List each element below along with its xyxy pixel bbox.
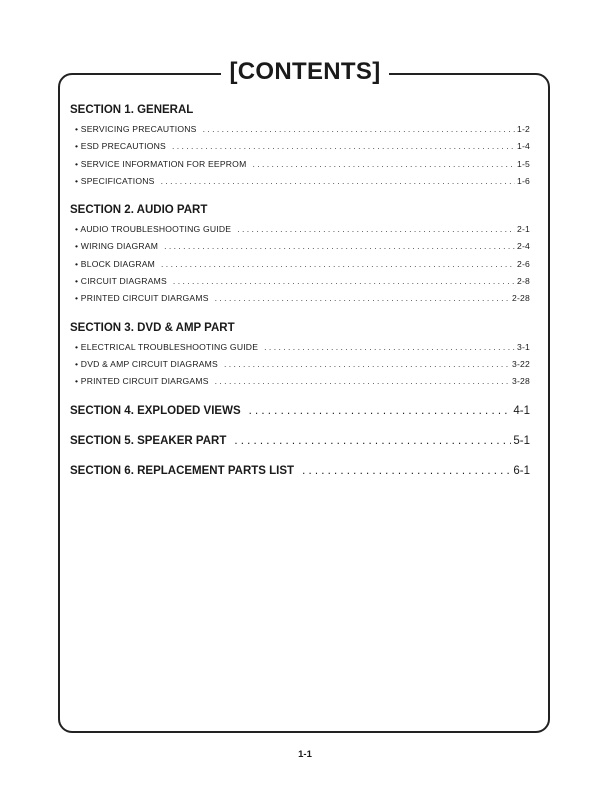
section-replacement-parts-list[interactable] [70,463,530,479]
dot-leader [161,256,515,273]
toc-entry-label: • PRINTED CIRCUIT DIARGAMS [75,293,209,304]
dot-leader [264,339,515,356]
toc-entry-page: 2-8 [516,276,530,287]
toc-entry[interactable] [70,356,530,373]
section-label: SECTION 5. SPEAKER PART [70,434,227,447]
toc-entry[interactable] [70,173,530,190]
toc-entry-page: 1-6 [516,175,530,186]
dot-leader [203,121,515,138]
toc-entry-page: 3-22 [511,358,530,369]
toc-entry-label: • ELECTRICAL TROUBLESHOOTING GUIDE [75,341,259,352]
dot-leader [164,238,515,255]
dot-leader [215,373,510,390]
dot-leader [249,403,512,419]
toc-entry-label: • BLOCK DIAGRAM [75,258,156,269]
section-page: 5-1 [513,434,530,447]
section-label: SECTION 6. REPLACEMENT PARTS LIST [70,464,295,477]
section-page: 6-1 [513,464,530,477]
section-heading: SECTION 1. GENERAL [70,104,194,116]
dot-leader [237,221,515,238]
toc-entry[interactable] [70,156,530,173]
contents-list [70,102,530,493]
toc-entry-label: • CIRCUIT DIAGRAMS [75,276,167,287]
toc-entry-page: 1-4 [516,141,530,152]
toc-entry-label: • SERVICE INFORMATION FOR EEPROM [75,158,247,169]
toc-entry-page: 1-5 [516,158,530,169]
section-speaker-part[interactable] [70,433,530,449]
section-heading: SECTION 2. AUDIO PART [70,204,208,217]
toc-entry[interactable] [70,138,530,155]
toc-entry[interactable] [70,290,530,307]
dot-leader [215,290,510,307]
toc-entry-label: • DVD & AMP CIRCUIT DIAGRAMS [75,358,218,369]
toc-entry-label: • PRINTED CIRCUIT DIARGAMS [75,376,209,387]
dot-leader [173,273,515,290]
dot-leader [302,463,511,479]
title-wrap [0,58,610,86]
toc-entry[interactable] [70,256,530,273]
dot-leader [172,138,515,155]
toc-entry-label: • ESD PRECAUTIONS [75,141,166,152]
section-exploded-views[interactable] [70,403,530,419]
toc-entry-page: 2-6 [516,258,530,269]
dot-leader [161,173,515,190]
toc-entry-page: 3-1 [516,341,530,352]
toc-entry[interactable] [70,273,530,290]
dot-leader [224,356,510,373]
section-page: 4-1 [513,404,530,417]
page-title: [CONTENTS] [221,58,390,86]
toc-entry-label: • WIRING DIAGRAM [75,241,159,252]
toc-entry[interactable] [70,238,530,255]
toc-entry-label: • SERVICING PRECAUTIONS [75,124,197,134]
toc-entry-page: 2-1 [516,224,530,235]
toc-entry-page: 2-28 [511,293,530,304]
toc-entry-label: • SPECIFICATIONS [75,175,155,186]
section-audio-part [70,202,530,307]
toc-entry[interactable] [70,373,530,390]
toc-entry-page: 3-28 [511,376,530,387]
toc-entry[interactable] [70,221,530,238]
toc-entry[interactable] [70,339,530,356]
toc-entry-label: • AUDIO TROUBLESHOOTING GUIDE [75,224,232,235]
section-general [70,102,530,190]
dot-leader [252,156,515,173]
toc-entry-page: 2-4 [516,241,530,252]
toc-entry-page: 1-2 [516,124,530,134]
section-heading: SECTION 3. DVD & AMP PART [70,321,235,334]
toc-entry[interactable] [70,121,530,138]
section-dvd-amp-part [70,320,530,391]
page-number: 1-1 [298,749,312,760]
section-label: SECTION 4. EXPLODED VIEWS [70,404,241,417]
dot-leader [234,433,511,449]
